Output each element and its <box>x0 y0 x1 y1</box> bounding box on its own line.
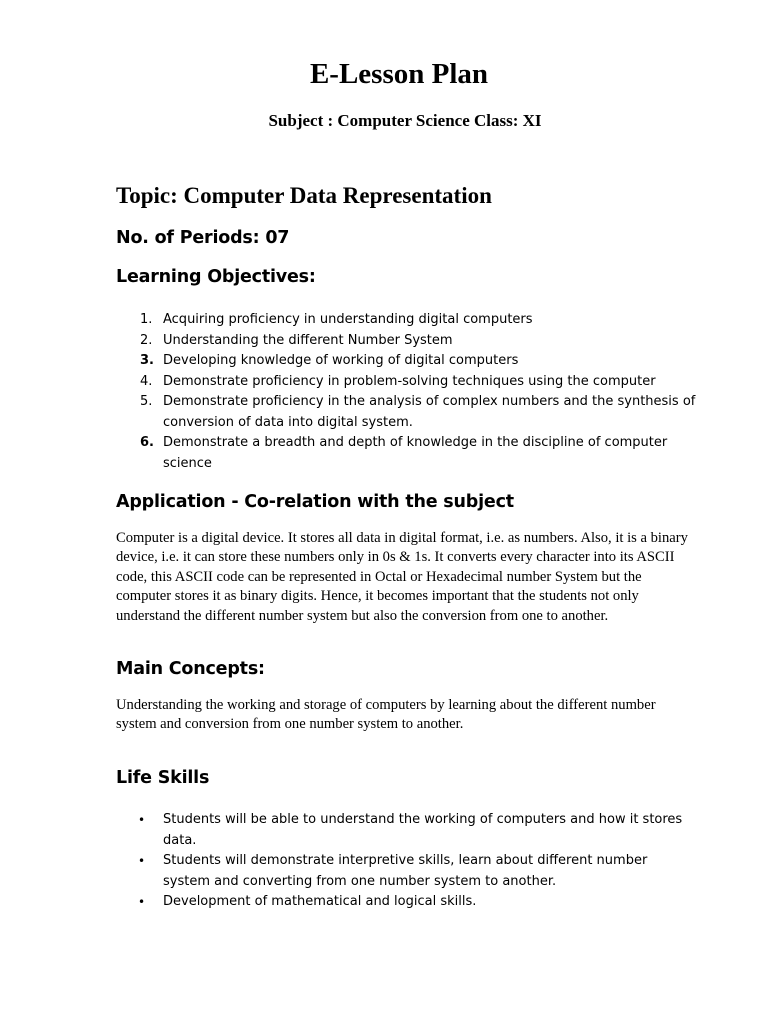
application-heading: Application - Co-relation with the subject <box>116 492 514 512</box>
subject-line: Subject : Computer Science Class: XI <box>268 111 542 130</box>
list-item-text: Demonstrate a breadth and depth of knowledge in the discipline of computer science <box>163 435 668 471</box>
learning-objectives-heading: Learning Objectives: <box>116 267 316 287</box>
list-item-text: Development of mathematical and logical skills. <box>163 894 477 909</box>
list-item <box>116 310 696 331</box>
list-item-text: Acquiring proficiency in understanding digital computers <box>163 312 533 327</box>
list-item <box>116 372 696 393</box>
life-skills-list <box>116 810 696 913</box>
list-number: 6. <box>140 435 154 450</box>
list-item-text: Demonstrate proficiency in the analysis of complex numbers and the synthesis of conversion of data into digital system. <box>163 394 696 430</box>
periods-heading: No. of Periods: 07 <box>116 228 290 248</box>
application-paragraph: Computer is a digital device. It stores all data in digital format, i.e. as numbers. Also, it is a binary device, i.e. it can store these numbers only in 0s & 1s. It converts every character into its ASCII code, this ASCII code can be represented in Octal or Hexadecimal number System but the computer stores it as binary digits. Hence, it becomes important that the students not only understand the different number system but also the conversion from one to another. <box>116 530 688 624</box>
list-item-text: Understanding the different Number System <box>163 332 453 348</box>
bullet-icon: • <box>138 813 146 827</box>
list-number: 1. <box>140 312 153 327</box>
bullet-icon: • <box>138 895 146 909</box>
list-item <box>116 392 696 433</box>
list-item <box>116 892 696 913</box>
list-item <box>116 433 696 474</box>
document-title: E-Lesson Plan <box>309 58 489 90</box>
list-item-text: Developing knowledge of working of digital computers <box>163 353 519 368</box>
learning-objectives-list <box>116 310 696 474</box>
list-item <box>116 810 696 851</box>
list-number: 5. <box>140 394 153 409</box>
list-item <box>116 351 696 372</box>
list-item-text: Demonstrate proficiency in problem-solving techniques using the computer <box>163 373 656 389</box>
list-item <box>116 851 696 892</box>
bullet-icon: • <box>138 854 146 868</box>
list-item-text: Students will demonstrate interpretive skills, learn about different number system and converting from one number system to another. <box>163 853 648 889</box>
main-concepts-paragraph: Understanding the working and storage of computers by learning about the different number system and conversion from one number system to another. <box>116 697 656 733</box>
list-item <box>116 331 696 352</box>
topic-heading: Topic: Computer Data Representation <box>116 183 492 208</box>
main-concepts-heading: Main Concepts: <box>116 659 265 679</box>
list-item-text: Students will be able to understand the working of computers and how it stores data. <box>163 812 683 848</box>
list-number: 4. <box>140 373 153 389</box>
life-skills-heading: Life Skills <box>116 768 210 788</box>
list-number: 2. <box>140 332 153 348</box>
list-number: 3. <box>140 353 154 368</box>
